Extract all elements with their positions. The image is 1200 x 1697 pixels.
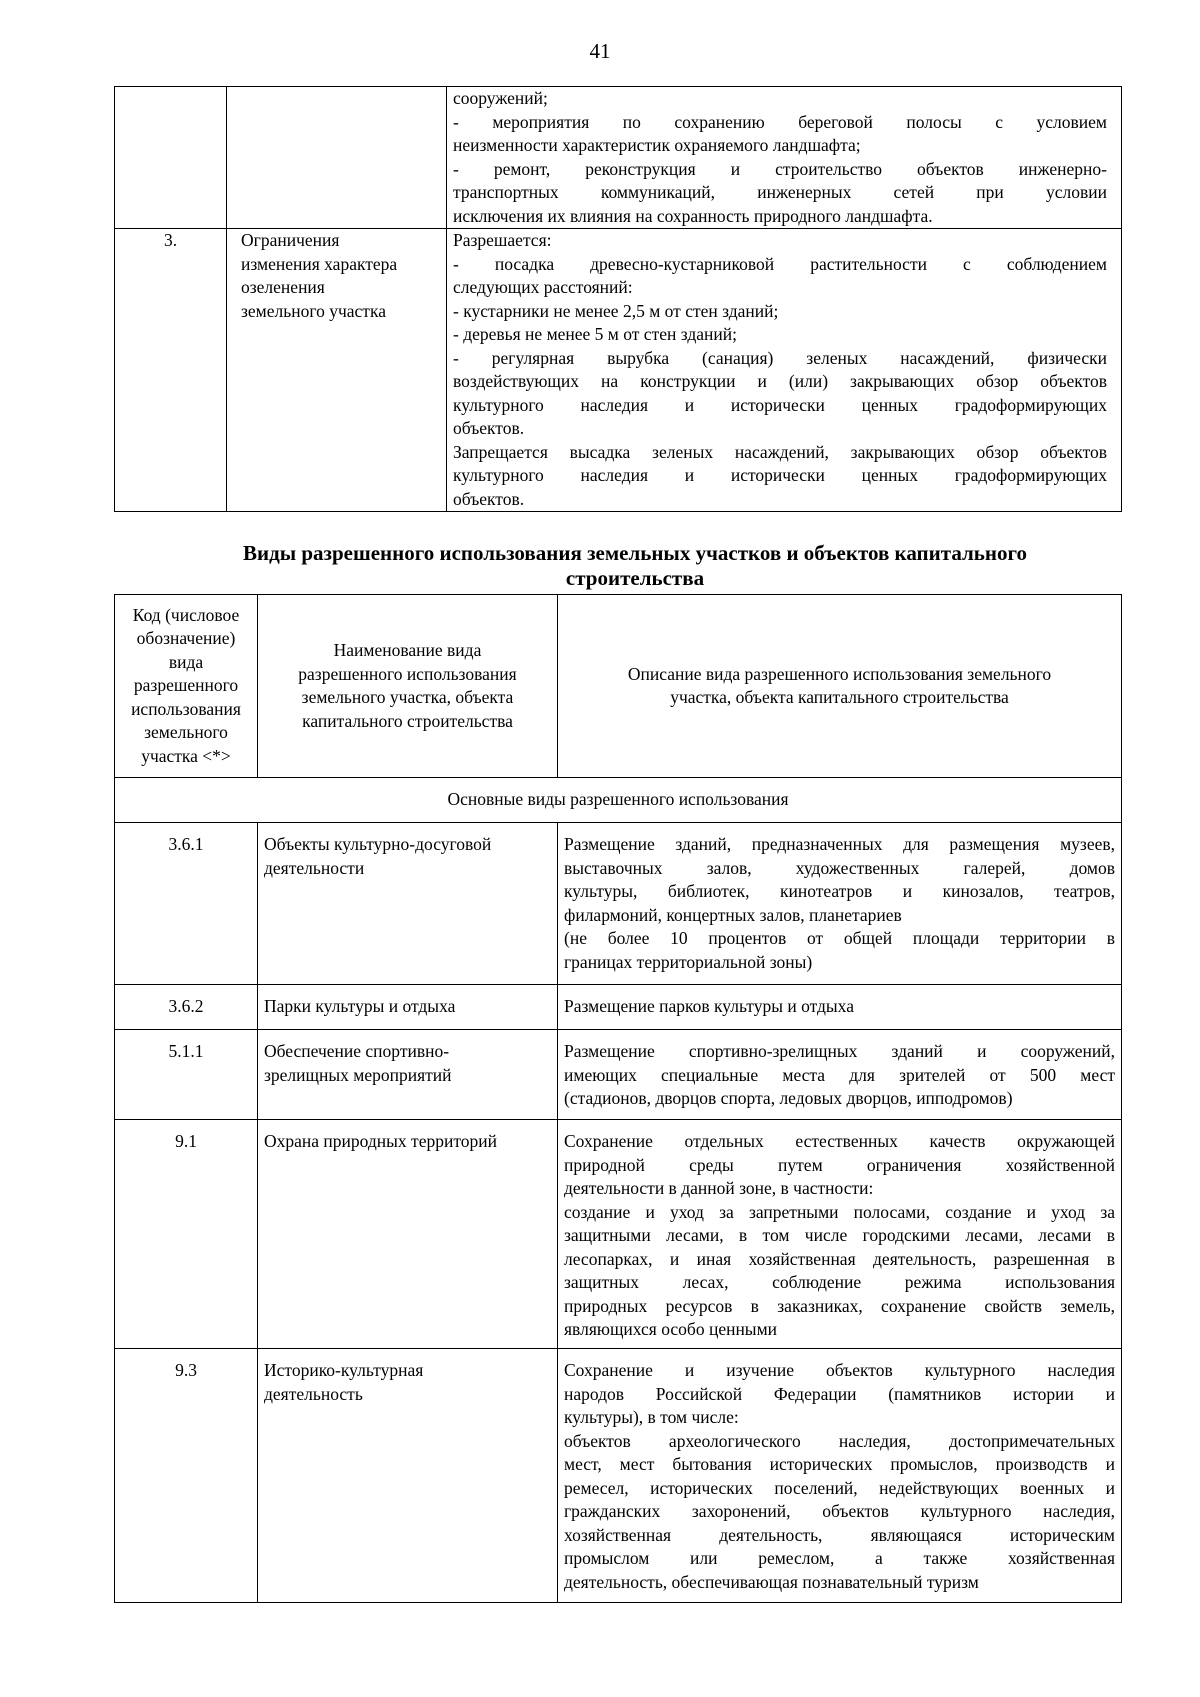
use-code: 3.6.1: [115, 823, 258, 985]
table-row: [115, 985, 1122, 1030]
restriction-text-cell: Разрешается: - посадка древесно-кустарниковой растительности с соблюдением следующих расстояний: - кустарники не менее 2,5 м от стен зданий; - деревья не менее 5 м от стен зданий; - регулярная вырубка (санация) зеленых насаждений, физически воздействующих на конструкции и (или) закрывающих обзор объектов культурного наследия и исторически ценных градоформирующих объектов. Запрещается высадка зеленых насаждений, закрывающих обзор объектов культурного наследия и исторически ценных градоформирующих объектов.: [447, 229, 1122, 512]
table-row: [115, 1030, 1122, 1120]
row-number-cell: 3.: [115, 229, 227, 512]
use-code: 9.1: [115, 1120, 258, 1349]
page-number: 41: [589, 39, 611, 63]
use-code: 5.1.1: [115, 1030, 258, 1120]
header-code: Код (числовое обозначение) вида разрешенного использования земельного участка <*>: [115, 595, 258, 778]
table-row: [115, 229, 1122, 512]
use-description: Размещение зданий, предназначенных для размещения музеев, выставочных залов, художественных галерей, домов культуры, библиотек, кинотеатров и кинозалов, театров, филармоний, концертных залов, планетариев (не более 10 процентов от общей площади территории в границах территориальной зоны): [558, 823, 1122, 985]
restriction-text-cell: сооружений; - мероприятия по сохранению береговой полосы с условием неизменности характеристик охраняемого ландшафта; - ремонт, реконструкция и строительство объектов инженерно- транспортных коммуникаций, инженерных сетей при условии исключения их влияния на сохранность природного ландшафта.: [447, 87, 1122, 229]
group-title: Основные виды разрешенного использования: [115, 778, 1122, 823]
restriction-name-cell: Ограничения изменения характера озеленения земельного участка: [227, 229, 447, 512]
section-heading: Виды разрешенного использования земельных участков и объектов капитального строительства: [242, 541, 1028, 590]
header-description: Описание вида разрешенного использования земельного участка, объекта капитального строительства: [558, 595, 1122, 778]
table-row: [115, 1120, 1122, 1349]
use-description: Сохранение и изучение объектов культурного наследия народов Российской Федерации (памятников истории и культуры), в том числе: объектов археологического наследия, достопримечательных мест, мест бытования исторических промыслов, производств и ремесел, исторических поселений, недействующих военных и гражданских захоронений, объектов культурного наследия, хозяйственная деятельность, являющаяся историческим промыслом или ремеслом, а также хозяйственная деятельность, обеспечивающая познавательный туризм: [558, 1349, 1122, 1603]
table-row: [115, 87, 1122, 229]
use-code: 9.3: [115, 1349, 258, 1603]
group-row: [115, 778, 1122, 823]
use-description: Размещение парков культуры и отдыха: [558, 985, 1122, 1030]
use-name: Охрана природных территорий: [258, 1120, 558, 1349]
use-name: Объекты культурно-досуговой деятельности: [258, 823, 558, 985]
use-description: Сохранение отдельных естественных качеств окружающей природной среды путем ограничения хозяйственной деятельности в данной зоне, в частности: создание и уход за запретными полосами, создание и уход за защитными лесами, в том числе городскими лесами, лесами в лесопарках, и иная хозяйственная деятельность, разрешенная в защитных лесах, соблюдение режима использования природных ресурсов в заказниках, сохранение свойств земель, являющихся особо ценными: [558, 1120, 1122, 1349]
use-name: Парки культуры и отдыха: [258, 985, 558, 1030]
row-number-cell: [115, 87, 227, 229]
restriction-name-cell: [227, 87, 447, 229]
use-name: Историко-культурная деятельность: [258, 1349, 558, 1603]
restrictions-table: [114, 86, 1122, 512]
use-name: Обеспечение спортивно- зрелищных мероприятий: [258, 1030, 558, 1120]
use-description: Размещение спортивно-зрелищных зданий и сооружений, имеющих специальные места для зрителей от 500 мест (стадионов, дворцов спорта, ледовых дворцов, ипподромов): [558, 1030, 1122, 1120]
permitted-uses-table: [114, 594, 1122, 1603]
table-row: [115, 823, 1122, 985]
table-row: [115, 1349, 1122, 1603]
use-code: 3.6.2: [115, 985, 258, 1030]
header-name: Наименование вида разрешенного использования земельного участка, объекта капитального строительства: [258, 595, 558, 778]
table-header-row: [115, 595, 1122, 778]
